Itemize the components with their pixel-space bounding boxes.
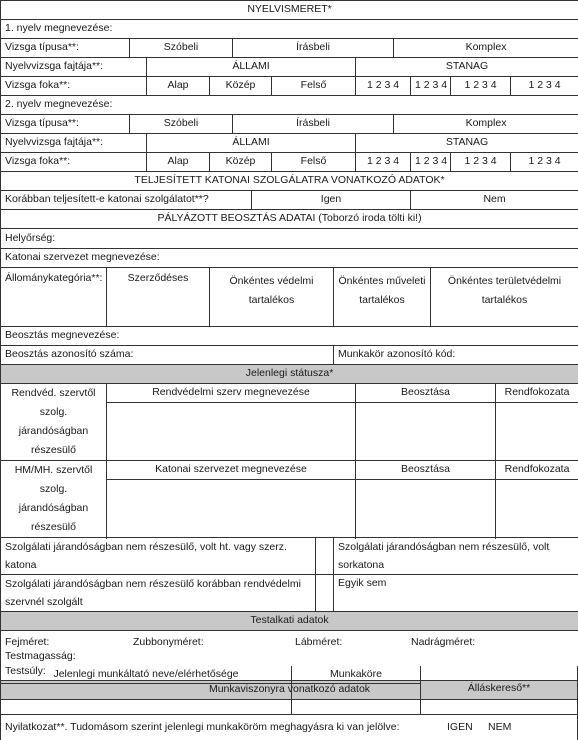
hm-post-field[interactable] (356, 480, 496, 538)
job-field[interactable] (291, 683, 421, 715)
employer-header: Jelenlegi munkáltató neve/elérhetősége (0, 666, 292, 684)
military-no-option[interactable]: Nem (411, 191, 578, 210)
hm-org-header: Katonai szervezet megnevezése (107, 461, 356, 480)
body-section-title: Testalkati adatok (1, 612, 578, 631)
lang1-stanag-level-4[interactable]: 1 2 3 4 (511, 77, 578, 96)
lang1-level-label: Vizsga foka**: (1, 77, 147, 96)
lang2-stanag-option[interactable]: STANAG (356, 134, 578, 153)
lang2-stanag-level-4[interactable]: 1 2 3 4 (511, 153, 578, 172)
jacket-size-field[interactable]: Zubbonyméret: (133, 636, 204, 648)
military-section-title: TELJESÍTETT KATONAI SZOLGÁLATRA VONATKOZÓ ADATOK* (1, 172, 578, 191)
lang2-exam-kind-label: Nyelvvizsga fajtája**: (1, 134, 147, 153)
category-contract-option[interactable]: Szerződéses (107, 268, 210, 327)
declaration-text: Nyilatkozat**. Tudomásom szerint jelenlegi munkaköröm meghagyásra ki van jelölve: (5, 721, 400, 733)
lang1-stanag-level-3[interactable]: 1 2 3 4 (451, 77, 511, 96)
lang2-written-option[interactable]: Írásbeli (233, 115, 394, 134)
police-post-field[interactable] (356, 403, 496, 461)
status-option-former-soldier: Szolgálati járandóságban nem részesülő, volt ht. vagy szerz. katona (1, 538, 316, 575)
weight-field[interactable]: Testsúly: (5, 665, 46, 677)
lang1-complex-option[interactable]: Komplex (394, 39, 578, 58)
status-option-none: Egyik sem (334, 575, 578, 612)
hm-post-header: Beosztása (356, 461, 496, 480)
lang2-oral-option[interactable]: Szóbeli (130, 115, 233, 134)
category-territorial-reserve-option[interactable]: Önkéntes területvédelmi tartalékos (431, 268, 578, 327)
position-section-title: PÁLYÁZOTT BEOSZTÁS ADATAI (Toborzó iroda tölti ki!) (1, 210, 578, 229)
military-yes-option[interactable]: Igen (252, 191, 411, 210)
category-operational-reserve-option[interactable]: Önkéntes műveleti tartalékos (334, 268, 431, 327)
status-checkbox-former-police[interactable] (316, 575, 334, 612)
org-name-field[interactable]: Katonai szervezet megnevezése: (1, 249, 578, 268)
hm-rank-field[interactable] (496, 480, 578, 538)
height-field[interactable]: Testmagasság: (5, 650, 76, 662)
police-org-field[interactable] (107, 403, 356, 461)
category-defense-reserve-option[interactable]: Önkéntes védelmi tartalékos (210, 268, 334, 327)
hm-rank-header: Rendfokozata (496, 461, 578, 480)
post-name-field[interactable]: Beosztás megnevezése: (1, 327, 578, 346)
lang1-level-advanced[interactable]: Felső (272, 77, 356, 96)
lang2-level-advanced[interactable]: Felső (272, 153, 356, 172)
lang2-stanag-level-2[interactable]: 1 2 3 4 (411, 153, 451, 172)
category-label: Állománykategória**: (1, 268, 107, 327)
hm-pension-label: HM/MH. szervtől szolg. járandóságban részesülő (1, 461, 107, 538)
lang1-written-option[interactable]: Írásbeli (233, 39, 394, 58)
lang1-exam-kind-label: Nyelvvizsga fajtája**: (1, 58, 147, 77)
lang1-level-intermediate[interactable]: Közép (210, 77, 272, 96)
lang1-state-option[interactable]: ÁLLAMI (147, 58, 356, 77)
job-header: Munkaköre (291, 666, 421, 684)
police-pension-label: Rendvéd. szervtől szolg. járandóságban részesülő (1, 384, 107, 461)
status-section-title: Jelenlegi státusza* (1, 365, 578, 384)
lang1-stanag-level-1[interactable]: 1 2 3 4 (356, 77, 411, 96)
trousers-size-field[interactable]: Nadrágméret: (411, 636, 476, 648)
lang2-level-intermediate[interactable]: Közép (210, 153, 272, 172)
lang2-name-field[interactable]: 2. nyelv megnevezése: (1, 96, 578, 115)
language-section-title: NYELVISMERET* (1, 1, 578, 20)
lang2-level-label: Vizsga foka**: (1, 153, 147, 172)
employer-field[interactable] (0, 683, 292, 715)
garrison-field[interactable]: Helyőrség: (1, 229, 578, 249)
police-post-header: Beosztása (356, 384, 496, 403)
police-rank-header: Rendfokozata (496, 384, 578, 403)
declaration-no-option[interactable]: NEM (488, 721, 512, 733)
employment-section-title: Munkaviszonyra vonatkozó adatok (1, 681, 578, 700)
lang2-exam-type-label: Vizsga típusa**: (1, 115, 130, 134)
declaration-row (0, 714, 578, 740)
military-question: Korábban teljesített-e katonai szolgálatot**? (1, 191, 252, 210)
status-option-former-conscript: Szolgálati járandóságban nem részesülő, volt sorkatona (334, 538, 578, 575)
lang2-stanag-level-1[interactable]: 1 2 3 4 (356, 153, 411, 172)
lang1-name-field[interactable]: 1. nyelv megnevezése: (1, 20, 578, 39)
job-seeker-option[interactable]: Álláskereső** (420, 666, 578, 715)
police-org-header: Rendvédelmi szerv megnevezése (107, 384, 356, 403)
status-checkbox-former-soldier[interactable] (316, 538, 334, 575)
lang2-stanag-level-3[interactable]: 1 2 3 4 (451, 153, 511, 172)
lang2-state-option[interactable]: ÁLLAMI (147, 134, 356, 153)
post-id-field[interactable]: Beosztás azonosító száma: (1, 346, 334, 365)
lang1-level-basic[interactable]: Alap (147, 77, 210, 96)
lang2-complex-option[interactable]: Komplex (394, 115, 578, 134)
declaration-yes-option[interactable]: IGEN (447, 721, 473, 733)
lang2-level-basic[interactable]: Alap (147, 153, 210, 172)
status-option-former-police: Szolgálati járandóságban nem részesülő korábban rendvédelmi szervnél szolgált (1, 575, 316, 612)
hm-org-field[interactable] (107, 480, 356, 538)
lang1-oral-option[interactable]: Szóbeli (130, 39, 233, 58)
job-code-field[interactable]: Munkakör azonosító kód: (334, 346, 578, 365)
head-size-field[interactable]: Fejméret: (5, 636, 50, 648)
lang1-stanag-level-2[interactable]: 1 2 3 4 (411, 77, 451, 96)
police-rank-field[interactable] (496, 403, 578, 461)
lang1-exam-type-label: Vizsga típusa**: (1, 39, 130, 58)
foot-size-field[interactable]: Lábméret: (295, 636, 343, 648)
lang1-stanag-option[interactable]: STANAG (356, 58, 578, 77)
